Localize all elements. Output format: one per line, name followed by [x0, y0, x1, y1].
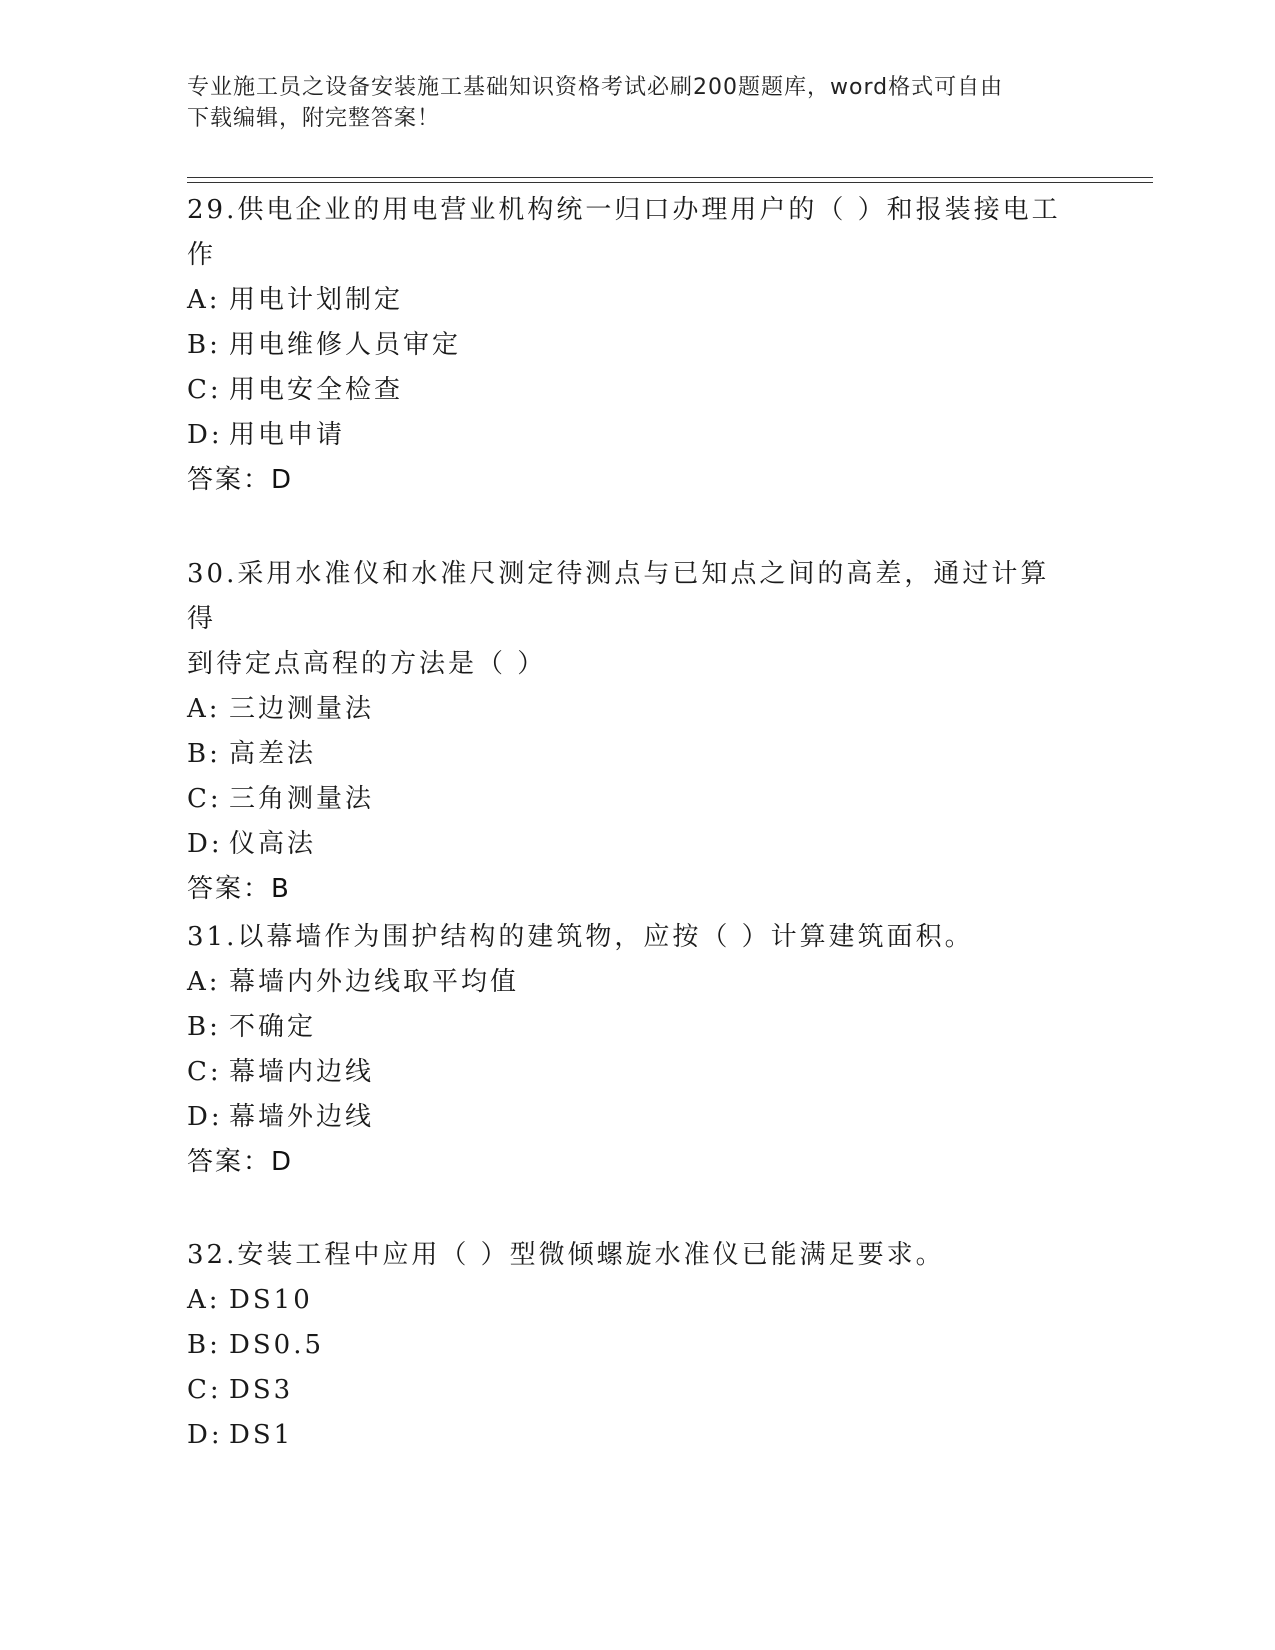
- question-29-option-b: [187, 323, 1067, 368]
- question-30-answer: 答案：B: [187, 874, 291, 904]
- option-text: 高差法: [229, 739, 317, 769]
- question-29-option-c: [187, 368, 1067, 413]
- option-letter: B:: [187, 1330, 221, 1360]
- option-text: 幕墙内外边线取平均值: [229, 967, 520, 997]
- option-text: 用电安全检查: [229, 375, 404, 405]
- option-letter: B:: [187, 1012, 221, 1042]
- option-letter: A:: [187, 1285, 221, 1315]
- option-letter: C:: [187, 784, 222, 814]
- option-text: 幕墙外边线: [229, 1102, 375, 1132]
- header-line-2: 下载编辑，附完整答案！: [187, 106, 441, 131]
- header-divider-bottom: [187, 182, 1153, 183]
- option-text: 不确定: [229, 1012, 317, 1042]
- question-29: [187, 188, 1067, 503]
- option-letter: C:: [187, 1375, 222, 1405]
- option-text: 幕墙内边线: [229, 1057, 375, 1087]
- question-31-option-d: [187, 1095, 1067, 1140]
- question-30: [187, 552, 1067, 912]
- question-32-option-c: [187, 1368, 1067, 1413]
- question-30-stem-line-2: 到待定点高程的方法是（ ）: [187, 649, 547, 679]
- header-line-1: 专业施工员之设备安装施工基础知识资格考试必刷200题题库，word格式可自由: [187, 75, 1004, 100]
- option-letter: A:: [187, 967, 221, 997]
- question-31-option-b: [187, 1005, 1067, 1050]
- question-29-stem-line-1: 29.供电企业的用电营业机构统一归口办理用户的（ ）和报装接电工: [187, 195, 1061, 225]
- option-text: 仪高法: [229, 829, 317, 859]
- option-letter: D:: [187, 1420, 223, 1450]
- question-32: [187, 1233, 1067, 1458]
- question-29-option-d: [187, 413, 1067, 458]
- question-32-option-d: [187, 1413, 1067, 1458]
- question-30-stem-line-1: 30.采用水准仪和水准尺测定待测点与已知点之间的高差，通过计算得: [187, 559, 1050, 634]
- question-30-option-d: [187, 822, 1067, 867]
- option-letter: B:: [187, 739, 221, 769]
- question-29-answer: 答案：D: [187, 465, 294, 495]
- option-text: 用电维修人员审定: [229, 330, 462, 360]
- question-32-option-b: [187, 1323, 1067, 1368]
- option-text: DS0.5: [229, 1330, 325, 1360]
- question-29-stem-line-2: 作: [187, 240, 217, 270]
- question-30-option-b: [187, 732, 1067, 777]
- question-29-option-a: [187, 278, 1067, 323]
- option-letter: B:: [187, 330, 221, 360]
- option-text: DS10: [229, 1285, 313, 1315]
- option-letter: D:: [187, 420, 223, 450]
- question-32-option-a: [187, 1278, 1067, 1323]
- option-text: DS1: [229, 1420, 294, 1450]
- option-text: 用电申请: [229, 420, 346, 450]
- question-30-option-c: [187, 777, 1067, 822]
- header-divider-top: [187, 177, 1153, 178]
- option-text: 用电计划制定: [229, 285, 404, 315]
- document-header: [187, 72, 1067, 134]
- option-letter: C:: [187, 1057, 222, 1087]
- option-letter: D:: [187, 1102, 223, 1132]
- option-letter: A:: [187, 694, 221, 724]
- option-text: DS3: [229, 1375, 294, 1405]
- question-31-answer: 答案：D: [187, 1147, 294, 1177]
- question-30-option-a: [187, 687, 1067, 732]
- question-32-stem: 32.安装工程中应用（ ）型微倾螺旋水准仪已能满足要求。: [187, 1240, 945, 1270]
- question-31-stem: 31.以幕墙作为围护结构的建筑物，应按（ ）计算建筑面积。: [187, 922, 974, 952]
- question-31-option-c: [187, 1050, 1067, 1095]
- option-letter: D:: [187, 829, 223, 859]
- option-letter: C:: [187, 375, 222, 405]
- option-letter: A:: [187, 285, 221, 315]
- option-text: 三边测量法: [229, 694, 375, 724]
- question-31-option-a: [187, 960, 1067, 1005]
- option-text: 三角测量法: [229, 784, 375, 814]
- question-31: [187, 915, 1067, 1185]
